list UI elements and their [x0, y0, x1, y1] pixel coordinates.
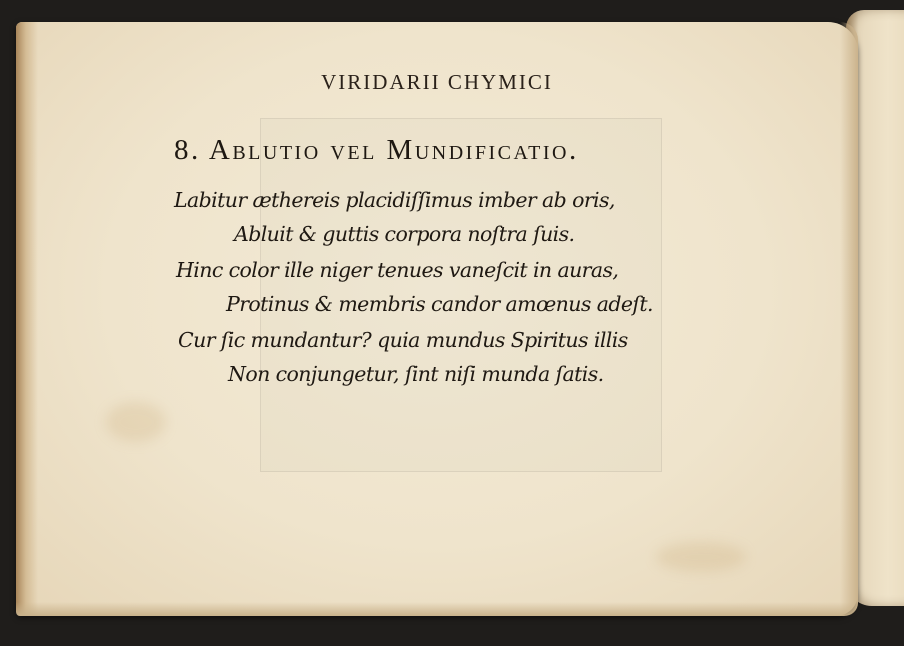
- section-heading: 8. Ablutio vel Mundificatio.: [174, 134, 579, 166]
- page-edge-shadow-left: [16, 22, 38, 616]
- verse-line-1: Labitur æthereis placidiſſimus imber ab oris,: [174, 188, 615, 212]
- verse-line-6: Non conjungetur, ſint niſi munda ſatis.: [228, 362, 604, 386]
- page-edge-shadow-right: [840, 22, 858, 616]
- page-edge-shadow-bottom: [16, 602, 858, 616]
- verse-line-3: Hinc color ille niger tenues vaneſcit in auras,: [176, 258, 619, 282]
- verse-line-4: Protinus & membris candor amœnus adeſt.: [226, 292, 653, 316]
- running-head: VIRIDARII CHYMICI: [321, 70, 553, 94]
- paper-stain: [106, 402, 166, 442]
- paper-stain: [656, 542, 746, 572]
- verse-line-5: Cur ſic mundantur? quia mundus Spiritus illis: [178, 328, 628, 352]
- verse-line-2: Abluit & guttis corpora noſtra ſuis.: [234, 222, 575, 246]
- book-page: [16, 22, 858, 616]
